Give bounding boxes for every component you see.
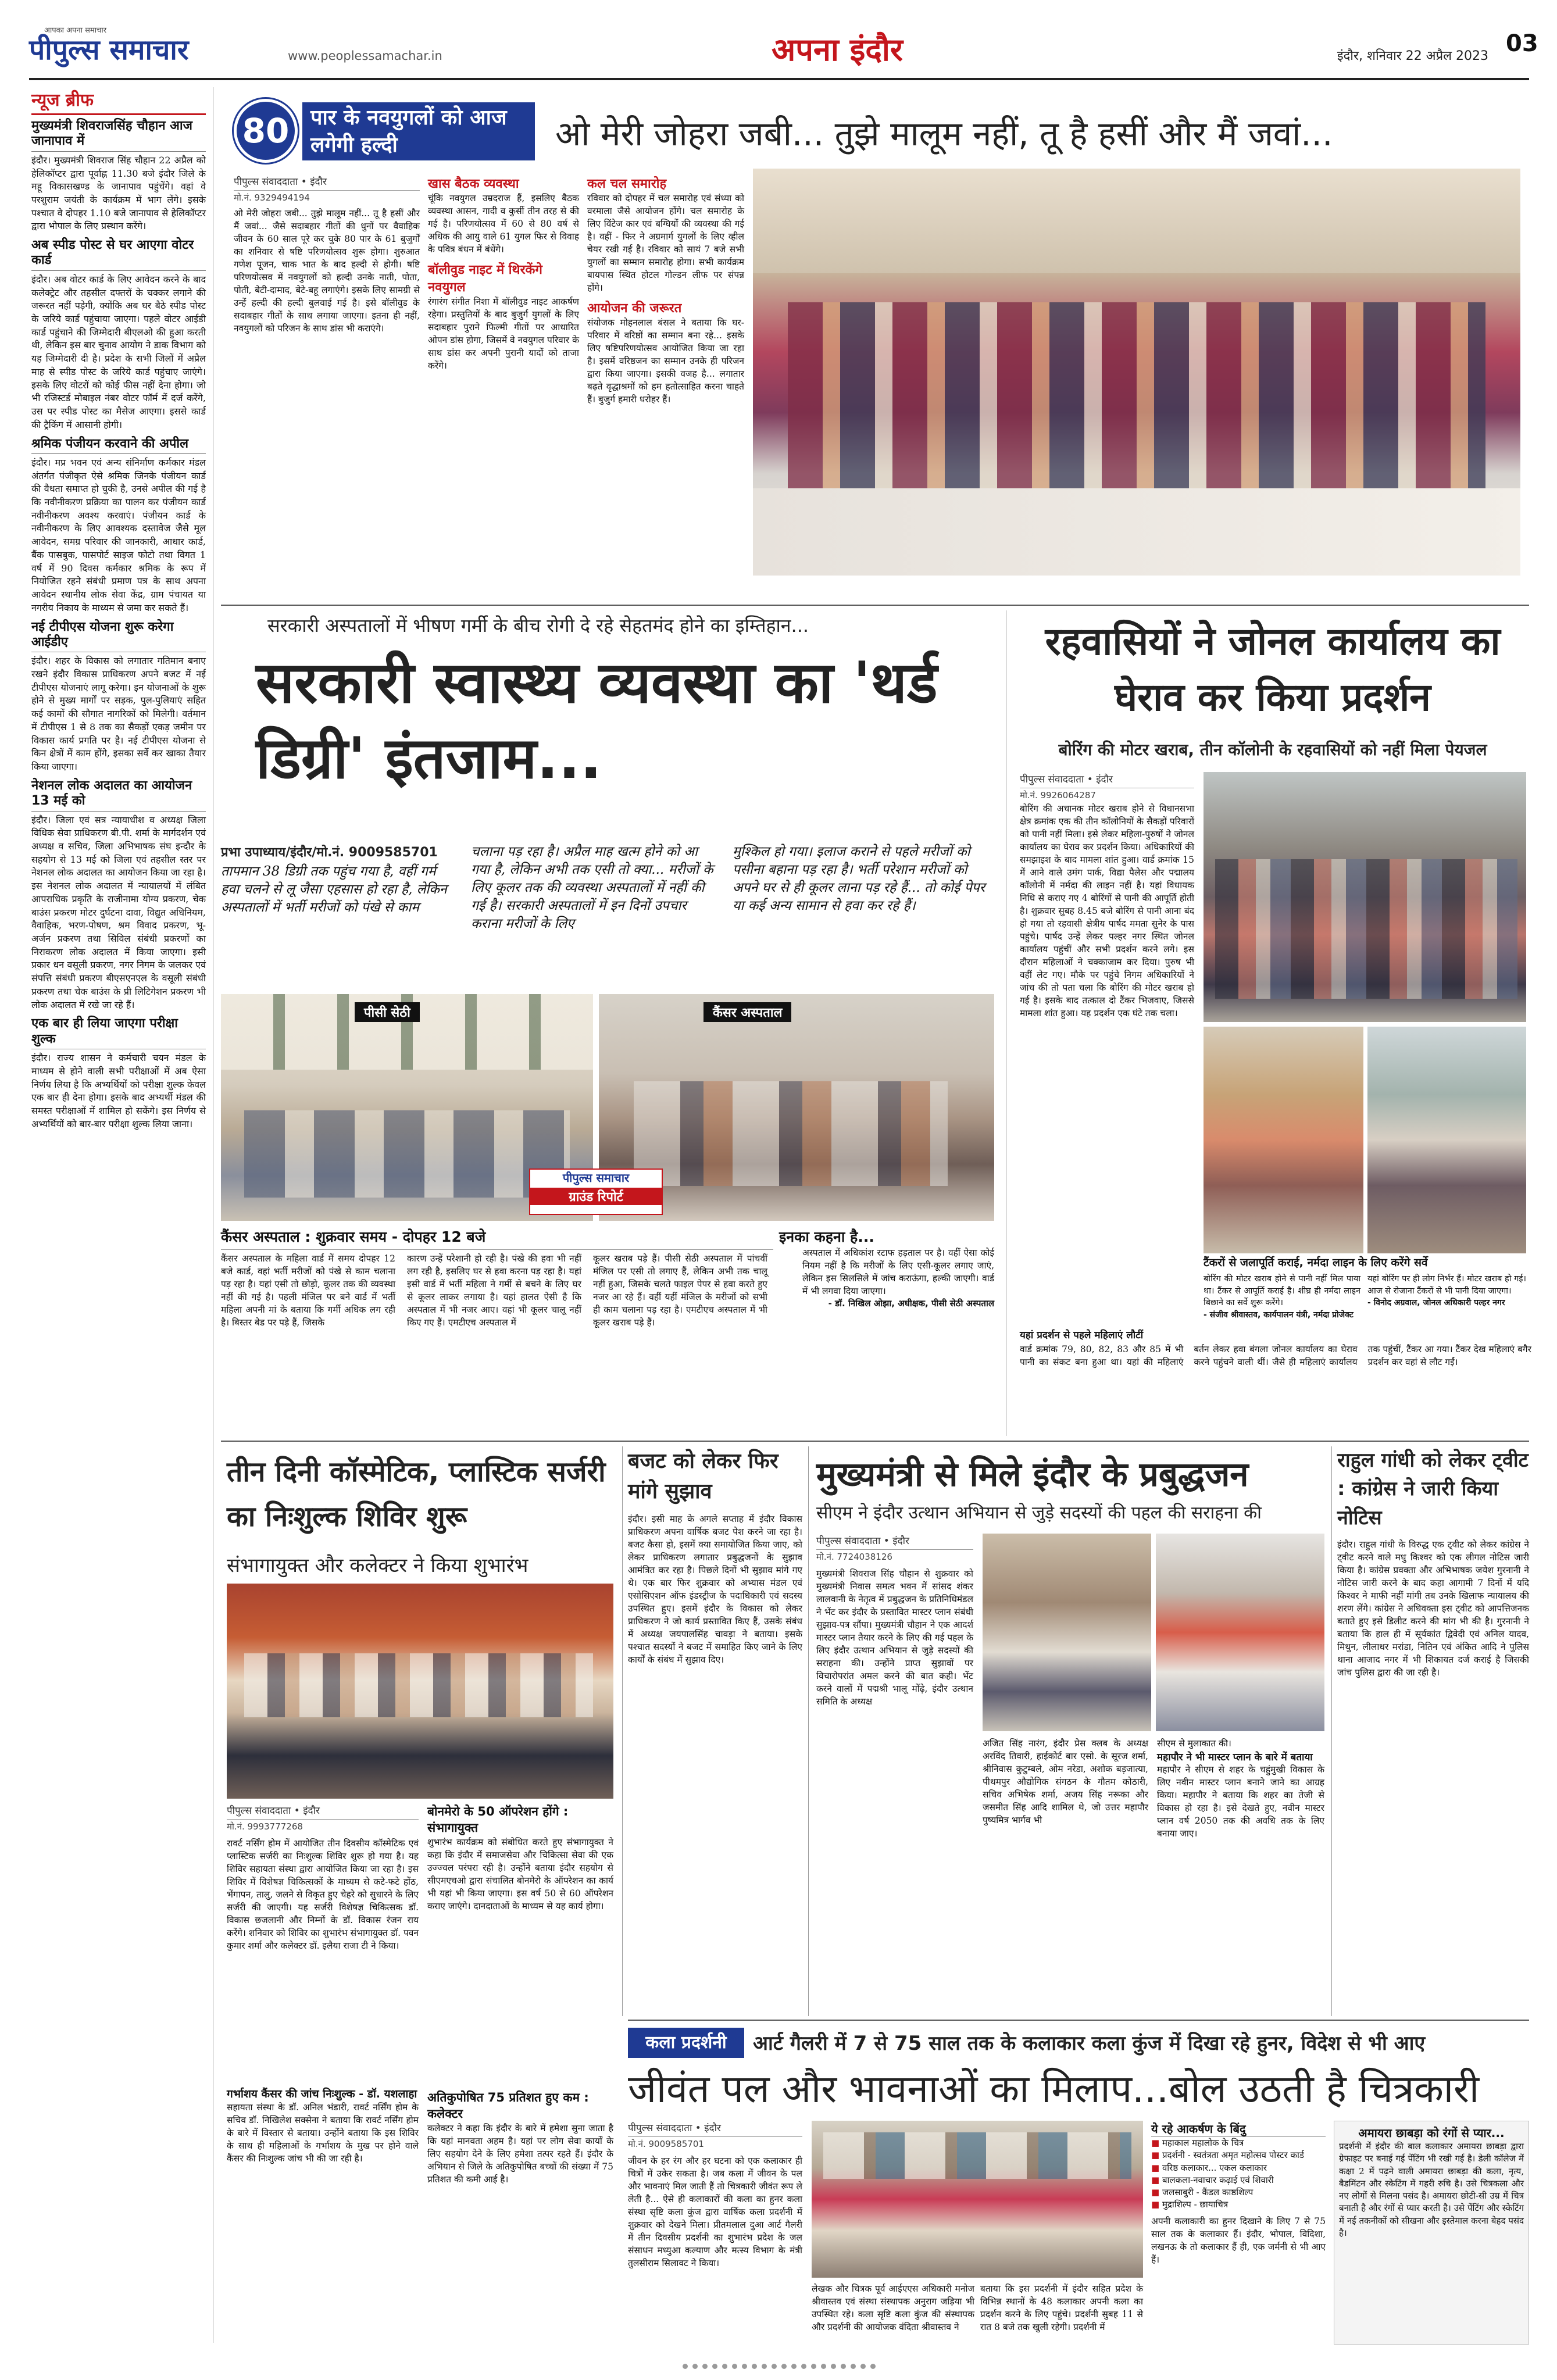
logo <box>29 24 331 73</box>
mobile-number: मो.नं. 9329494194 <box>234 192 310 203</box>
points-head: ये रहे आकर्षण के बिंदु <box>1151 2121 1326 2137</box>
story4-col2-sub-text: कलेक्टर ने कहा कि इंदौर के बारे में हमेशा सुना जाता है कि यहां मानवता अहम है। यहां पर लोग सेवा कार्यों के लिए सहयोग देने के लिए हमेशा तत्पर रहते हैं। इंदौर के अभियान से जिले के अतिकुपोषित बच्चों की संख्या में 75 प्रतिशत की कमी आई है। <box>427 2123 613 2185</box>
story6-col3: सीएम से मुलाकात की। <box>1157 1738 1231 1749</box>
story-art-exhibition <box>628 2023 1529 2346</box>
byline: पीपुल्स संवाददाता • इंदौर <box>234 174 420 191</box>
story3-headline: रहवासियों ने जोनल कार्यालय का घेराव कर किया प्रदर्शन <box>1045 619 1501 720</box>
news-brief-column <box>31 87 206 2343</box>
story8-body3: बताया कि इस प्रदर्शनी में इंदौर सहित प्रदेश के विभिन्न स्थानों के 48 कलाकार अपनी कला का प्रदर्शन करने के लिए पहुंचे। प्रदर्शनी सुबह 11 से रात 8 बजे तक खुली रहेगी। प्रदर्शनी में <box>980 2283 1143 2332</box>
brief-headline: अब स्पीड पोस्ट से घर आएगा वोटर कार्ड <box>31 238 206 271</box>
dateline: इंदौर, शनिवार 22 अप्रैल 2023 <box>1337 49 1488 63</box>
story7-headline: राहुल गांधी को लेकर ट्वीट : कांग्रेस ने जारी किया नोटिस <box>1337 1449 1529 1530</box>
story4-col2-head: बोनमेरो के 50 ऑपरेशन होंगे : संभागायुक्त <box>427 1804 569 1835</box>
points-list <box>1151 2137 1326 2211</box>
story-budget <box>628 1446 802 2016</box>
cm-photo-2 <box>1156 1534 1324 1731</box>
story2-lead2: चलाना पड़ रहा है। अप्रैल माह खत्म होने को आ गया है, लेकिन अभी तक एसी तो क्या... मरीजों के लिए कूलर तक की व्यवस्था अस्पतालों में नहीं की गई है। सरकारी अस्पतालों में इन दिनों उपचार कराना मरीजों के लिए <box>471 844 713 932</box>
protest-photo-2 <box>1204 1027 1363 1253</box>
story6-sub: महापौर ने भी मास्टर प्लान के बारे में बताया <box>1157 1752 1313 1763</box>
registration-marks <box>35 2360 1523 2372</box>
story8-body: जीवन के हर रंग और हर घटना को एक कलाकार ही चित्रों में उकेर सकता है। जब कला में जीवन के पल और भावनाएं मिल जाती हैं तो चित्रकारी जीवंत रूप ले लेती है... ऐसे ही कलाकारों की कला का हुनर कला संस्था सृष्टि कला कुंज द्वारा वार्षिक कला प्रदर्शनी में शुक्रवार को देखने मिला। प्रीतमलाल दुआ आर्ट गैलरी में तीन दिवसीय प्रदर्शनी का शुभारंभ प्रदेश के जल संसाधन मध्युआ कल्याण और मत्स्य विभाग के मंत्री तुलसीराम सिलावट ने किया। <box>628 2156 802 2268</box>
story4-col2-text: शुभारंभ कार्यक्रम को संबोधित करते हुए संभागायुक्त ने कहा कि इंदौर में समाजसेवा और चिकित्सा सेवा की एक उज्ज्वल परंपरा रही है। उन्होंने बताया इंदौर सहयोग से सीएमएचओ द्वारा संचालित बोनमेरो के ऑपरेशन का कार्य भी यहां भी किया जाएगा। इस वर्ष 50 से 60 ऑपरेशन कराए जाएंगे। दानदाताओं के माध्यम से यह कार्य होगा। <box>427 1837 613 1911</box>
brief-text: इंदौर। जिला एवं सत्र न्यायाधीश व अध्यक्ष जिला विधिक सेवा प्राधिकरण बी.पी. शर्मा के मार्गदर्शन एवं अध्यक्ष व सचिव, जिला अभिभाषक संघ इन्दौर के सहयोग से 13 मई को जिला एवं तहसील स्तर पर नेशनल लोक अदालत का आयोजन किया जा रहा है। इस नेशनल लोक अदालत में न्यायालयों में लंबित आपराधिक प्रकृति के राजीनामा योग्य प्रकरण, चेक बाउंस प्रकरण मोटर दुर्घटना दावा, विद्युत अधिनियम, वैवाहिक, भरण-पोषण, श्रम विवाद प्रकरण, भू-अर्जन प्रकरण तथा सिविल संबंधी प्रकरणों का निराकरण लोक अदालत में किया जाएगा। इसी प्रकार धन वसूली प्रकरण, नगर निगम के जलकर एवं संपत्ति संबंधी प्रकरण बीएसएनएल के वसूली संबंधी प्रकरण तथा चेक बाउंस के प्री लिटिगेशन प्रकरण भी लोक अदालत में रखे जा रहे हैं। <box>31 814 206 1010</box>
ground-report-stamp <box>529 1168 663 1215</box>
brief-text: इंदौर। शहर के विकास को लगातार गतिमान बनाए रखने इंदौर विकास प्राधिकरण अपने बजट में नई टीपीएस योजनाएं लागू करेगा। इन योजनाओं के शुरू होने से मुख्य मार्गों पर सड़क, पुल-पुलियाएं सहित कई कामों की सौगात नागरिकों को मिलेगी। वर्तमान में टीपीएस 1 से 8 तक का सैकड़ों एकड़ जमीन पर विकास कार्य प्रगति पर है। नई टीपीएस योजना से किन क्षेत्रों में काम होंगे, इसका सर्वे कर खाका तैयार किया जाएगा। <box>31 655 206 773</box>
story2-byline: प्रभा उपाध्याय/इंदौर/मो.नं. 9009585701 <box>221 845 438 860</box>
brief-headline: श्रमिक पंजीयन करवाने की अपील <box>31 437 206 454</box>
camp-photo <box>227 1584 613 1799</box>
story6-subhead: सीएम ने इंदौर उत्थान अभियान से जुड़े सदस्यों की पहल की सराहना की <box>816 1503 1262 1523</box>
stamp-title: ग्राउंड रिपोर्ट <box>530 1188 662 1205</box>
story1-body: ओ मेरी जोहरा जबी... तुझे मालूम नहीं... तू है हसीं और मैं जवां... जैसे सदाबहार गीतों की धुनों पर वैवाहिक जीवन के 60 साल पूरे कर चुके 80 पार के 61 बुजुर्गों का शनिवार से षष्टि परिणयोत्सव शुरू होगा। शुरुआत गणेश पूजन, चाक भात के बाद हल्दी से होगी। षष्टि परिणयोत्सव में नवयुगलों को हल्दी उनके नाती, पोता, पोती, बेटी-दामाद, बेटे-बहू लगाएंगे। इसके लिए सामग्री से उन्हें हल्दी की हल्दी बुलवाई गई है। इसे बॉलीवुड के सदाबहार गीतों के साथ लगाया जाएगा। इतना ही नहीं, नवयुगलों को परिजन के साथ डांस भी कराएंगे। <box>234 208 420 334</box>
column-divider <box>808 1446 809 2016</box>
story3-body2: वार्ड क्रमांक 79, 80, 82, 83 और 85 में भी पानी का संकट बना हुआ था। यहां की महिलाएं बर्तन लेकर हवा बंगला जोनल कार्यालय का घेराव करने पहुंचने वाली थीं। जैसे ही महिलाएं कार्यालय तक पहुंचीं, टैंकर आ गया। टैंकर देख महिलाएं बगैर प्रदर्शन कर वहां से लौट गईं। <box>1020 1344 1531 1367</box>
brief-text: इंदौर। मुख्यमंत्री शिवराज सिंह चौहान 22 अप्रैल को हेलिकॉप्टर द्वारा पूर्वाह्न 11.30 बजे इंदौर जिले के महू विकासखण्ड के जानापाव पहुंचेंगे। वहां वे परशुराम जयंती के कार्यक्रम में भाग लेंगे। इसके पश्चात वे दोपहर 1.10 बजे जानापाव से हेलिकॉप्टर द्वारा भोपाल के लिए प्रस्थान करेंगे। <box>31 154 206 232</box>
byline: पीपुल्स संवाददाता • इंदौर <box>628 2121 802 2137</box>
couples-photo <box>753 169 1520 576</box>
story2-col-head: कैंसर अस्पताल : शुक्रवार समय - दोपहर 12 बजे <box>221 1227 773 1250</box>
story-surgery-camp <box>221 1446 616 2342</box>
point-item: ■ मुद्राशिल्प - छायाचित्र <box>1151 2199 1229 2210</box>
badge-text: पार के नवयुगलों को आज लगेगी हल्दी <box>302 102 535 160</box>
column-divider <box>1331 1446 1332 2016</box>
quote-box <box>779 1227 994 1424</box>
story8-headline: जीवंत पल और भावनाओं का मिलाप...बोल उठती है चित्रकारी <box>628 2067 1480 2111</box>
quote-text: अस्पताल में अधिकांश रटाफ हड़ताल पर है। वहीं ऐसा कोई नियम नहीं है कि मरीजों के लिए एसी-कूलर लगाए जाएं, लेकिन इस सिलसिले में जांच कराऊंगा, हल्की जाएगी। वार्ड में भी लगवा दिया जाएगा। <box>802 1248 994 1296</box>
story4-body: रावर्ट नर्सिंग होम में आयोजित तीन दिवसीय कॉस्मेटिक एवं प्लास्टिक सर्जरी का निःशुल्क शिविर शुरू हो गया है। यह शिविर सहायता संस्था द्वारा आयोजित किया जा रहा है। इस शिविर में विशेषज्ञ चिकित्सकों के माध्यम से कटे-फटे होंठ, भेंगापन, तालु, जलने से विकृत हुए चेहरे को सुधारने के लिए सर्जरी की जाएगी। यह सर्जरी विशेषज्ञ चिकित्सक डॉ. विकास छजलानी और निम्नों के डॉ. विकास रंजन राय करेंगे। शनिवार को शिविर का शुभारंभ संभागायुक्त डॉ. पवन कुमार शर्मा और कलेक्टर डॉ. इलैया राजा टी ने किया। <box>227 1838 419 1951</box>
story6-col2: अजित सिंह नारंग, इंदौर प्रेस क्लब के अध्यक्ष अरविंद तिवारी, हाईकोर्ट बार एसो. के सूरज शर्मा, श्रीनिवास कुटुम्बले, ओम नरेडा, अशोक बड़जात्या, पीथमपुर औद्योगिक संगठन के गौतम कोठारी, सचिव अभिषेक शर्मा, अजय सिंह नरूका और जसमीत सिंह आदि शामिल थे, जो उत्तर महापौर पुष्यमित्र भार्गव भी <box>983 1738 1148 1825</box>
quote-text: बोरिंग की मोटर खराब होने से पानी नहीं मिल पाया था। टैंकर से आपूर्ति कराई है। शीघ्र ही नर्मदा लाइन बिछाने का सर्वे शुरू करेंगे। <box>1204 1274 1360 1308</box>
section-rule <box>221 1441 1529 1442</box>
story6-headline: मुख्यमंत्री से मिले इंदौर के प्रबुद्धजन <box>816 1455 1249 1494</box>
story7-body: इंदौर। राहुल गांधी के विरुद्ध एक ट्वीट को लेकर कांग्रेस ने ट्वीट करने वाले मधु किश्वर को एक लीगल नोटिस जारी किया है। कांग्रेस प्रवक्ता और अभिभाषक जयेश गुरनानी ने नोटिस जारी करने के बाद कहा आगामी 7 दिनों में यदि किश्वर ने माफी नहीं मांगी तब उनके खिलाफ न्यायालय की शरण लेंगे। कांग्रेस ने अधिवक्ता इस ट्वीट को आपत्तिजनक बताते हुए इसे डिलीट करने की मांग भी की है। गुरनानी ने बताया कि हाल ही में सूर्यकांत द्विवेदी एवं अनिल यादव, मिथुन, लीलाधर मरांडा, नितिन एवं अंकित आदि ने पुलिस थाना आजाद नगर में भी शिकायत दर्ज कराई है जिसकी जांच पुलिस द्वारा की जा रही है। <box>1337 1539 1529 1678</box>
logo-text: पीपुल्स समाचार <box>29 34 189 66</box>
brief-item <box>31 119 206 233</box>
quote-name: - डॉ. निखिल ओझा, अधीक्षक, पीसी सेठी अस्पताल <box>828 1298 994 1309</box>
cm-photo-1 <box>983 1534 1151 1731</box>
logo-tagline: आपका अपना समाचार <box>44 26 107 35</box>
section-rule <box>628 2020 1529 2021</box>
page-number: 03 <box>1506 30 1538 57</box>
section-title: अपना इंदौर <box>772 31 903 68</box>
brief-headline: मुख्यमंत्री शिवराजसिंह चौहान आज जानापाव में <box>31 119 206 152</box>
brief-text: इंदौर। मप्र भवन एवं अन्य संनिर्माण कर्मकार मंडल अंतर्गत पंजीकृत ऐसे श्रमिक जिनके पंजीयन कार्ड की वैधता समाप्त हो चुकी है, उनसे अपील की गई है कि नवीनीकरण प्रक्रिया का पालन कर पंजीयन कार्ड नवीनीकरण अवश्य करवाएं। पंजीयन कार्ड के नवीनीकरण के लिए आवश्यक दस्तावेज जैसे मूल आवेदन, समग्र परिवार की जानकारी, आधार कार्ड, बैंक पासबुक, पासपोर्ट साइज फोटो तथा विगत 1 वर्ष में 90 दिवस कर्मकार श्रमिक के रूप में नियोजित रहने संबंधी प्रमाण पत्र के साथ अपना आवेदन स्थानीय लोक सेवा केंद्र, ग्राम पंचायत या नगरीय निकाय के माध्यम से जमा कर सकते हैं। <box>31 456 206 613</box>
brief-item <box>31 778 206 1012</box>
story1-sub1-text: चूंकि नवयुगल उम्रदराज हैं, इसलिए बैठक व्यवस्था आसन, गादी व कुर्सी तीन तरह से की गई है। परिणयोत्सव में 60 से 80 वर्ष से अधिक की आयु वाले 61 युगल फिर से विवाह के पवित्र बंधन में बंधेंगे। <box>428 193 579 255</box>
stamp-brand: पीपुल्स समाचार <box>562 1171 630 1185</box>
byline: पीपुल्स संवाददाता • इंदौर <box>816 1534 973 1550</box>
brief-text: इंदौर। राज्य शासन ने कर्मचारी चयन मंडल के माध्यम से होने वाली सभी परीक्षाओं में अब ऐसा निर्णय लिया है कि अभ्यर्थियों को परीक्षा शुल्क केवल एक बार ही देना होगा। इसके बाद अभ्यर्थी मंडल की समस्त परीक्षाओं में शामिल हो सकेंगे। इस निर्णय से अभ्यर्थियों को बार-बार परीक्षा शुल्क लिया जाना। <box>31 1052 206 1130</box>
point-item: ■ प्रदर्शनी - स्वतंत्रता अमृत महोत्सव पोस्टर कार्ड <box>1151 2150 1304 2161</box>
story4-col2-sub: अतिकुपोषित 75 प्रतिशत हुए कम : कलेक्टर <box>427 2090 589 2121</box>
box-text: प्रदर्शनी में इंदौर की बाल कलाकार अमायरा छाबड़ा द्वारा ग्रेफाइट पर बनाई गई पेंटिंग भी रखी गई है। डेली कॉलेज में कक्षा 2 में पढ़ने वाली अमायरा छाबड़ा की कला, नृत्य, बैडमिंटन और स्केटिंग में गहरी रुचि है। उसे चित्रकला और नए लोगों से मिलना पसंद है। अमायरा छोटी-सी उम्र में चित्र बनाती है और रंगों से प्यार करती है। उसे पेंटिंग और स्केटिंग में नई तकनीकों को सीखना और इस्तेमाल करना बेहद पसंद है। <box>1339 2141 1524 2239</box>
story1-sub3: कल चल समारोह <box>587 177 667 191</box>
quote-name: - विनोद अग्रवाल, जोनल अधिकारी पल्हर नगर <box>1367 1298 1505 1308</box>
story3-body: बोरिंग की अचानक मोटर खराब होने से विधानसभा क्षेत्र क्रमांक एक की तीन कॉलोनियों के सैकड़ों परिवारों को पानी नहीं मिला। इसे लेकर महिला-पुरुषों ने जोनल कार्यालय का घेराव कर प्रदर्शन किया। अधिकारियों की समझाइश के बाद मामला शांत हुआ। वार्ड क्रमांक 15 में आने वाले उमंग पार्क, विद्या पैलेस और पद्मालय कॉलोनी में नर्मदा की लाइन नहीं है। यहां विधायक निधि से कराए गए 4 बोरिंगों से पानी की आपूर्ति होती है। शुक्रवार सुबह 8.45 बजे बोरिंग से पानी आना बंद हो गया तो रहवासी क्षेत्रीय पार्षद ममता सुनेर के पास पहुंचे। पार्षद उन्हें लेकर पल्हर नगर स्थित जोनल कार्यालय पहुंचीं और सभी प्रदर्शन करने लगे। इस दौरान महिलाओं ने चक्काजाम कर दिया। पुरुष भी वहीं लेट गए। मौके पर पहुंचे निगम अधिकारियों ने जांच की तो पता चला कि बोरिंग की मोटर खराब हो गई है। इसके बाद तत्काल दो टैंकर भिजवाए, जिससे मामला शांत हुआ। यह प्रदर्शन एक घंटे तक चला। <box>1020 803 1194 1019</box>
story1-sub3-text: रविवार को दोपहर में चल समारोह एवं संध्या को वरमाला जैसे आयोजन होंगे। चल समारोह के लिए विंटेज कार एवं बग्घियों की व्यवस्था की गई है। वहीं - फिर ने अग्रमार्ग युगलों के लिए व्हील चेयर रखी गई है। रविवार को सायं 7 बजे सभी युगलों का सम्मान समारोह होगा। सभी कार्यक्रम बायपास स्थित होटल गोल्डन लीफ पर संपन्न होंगे। <box>587 193 744 293</box>
section-rule <box>221 605 1529 606</box>
story1-sub2: बॉलीवुड नाइट में थिरकेंगे नवयुगल <box>428 263 542 295</box>
quote-text: यहां बोरिंग पर ही लोग निर्भर हैं। मोटर खराब हो गई। आज से रोजाना टैंकरों से भी पानी दिया जाएगा। <box>1367 1274 1526 1296</box>
story2-lead1: तापमान 38 डिग्री तक पहुंच गया है, वहीं गर्म हवा चलने से लू जैसा एहसास हो रहा है, लेकिन अस्पतालों में भर्ती मरीजों को पंखे से काम <box>221 864 447 916</box>
story1-sub4: आयोजन की जरूरत <box>587 301 682 316</box>
photo-label: कैंसर अस्पताल <box>703 1002 791 1022</box>
quote-name: - संजीव श्रीवास्तव, कार्यपालन यंत्री, नर्मदा प्रोजेक्ट <box>1204 1310 1354 1320</box>
byline: पीपुल्स संवाददाता • इंदौर <box>1020 772 1194 788</box>
story2-col3: कूलर खराब पड़े हैं। पीसी सेठी अस्पताल में पांचवीं मंजिल पर एसी तो लगाए हैं, लेकिन अभी तक चालू नहीं हुआ, जिसके चलते फाइल पेपर से हवा करते हुए नजर आ रहे हैं। वहीं यहीं मंजिल के मरीजों को सभी ही काम चलाना पड़ रहा है। एमटीएच अस्पताल में भी कूलर खराब पड़े हैं। <box>593 1253 767 1328</box>
story8-tag: कला प्रदर्शनी <box>628 2028 744 2058</box>
brief-item <box>31 620 206 774</box>
story2-col1: कैंसर अस्पताल के महिला वार्ड में समय दोपहर 12 बजे कार्ड, वहां भर्ती मरीजों को पंखे से काम चलाना पड़ रहा है। यहां एसी तो छोड़ो, कूलर तक की व्यवस्था नहीं की गई है। पहली मंजिल पर बने वार्ड में भर्ती महिला अपनी मां के बताया कि गर्मी अधिक लग रही है। बिस्तर बेड पर पड़े हैं, जिसके <box>221 1253 395 1328</box>
story6-col3-text: महापौर ने सीएम से शहर के चहुंमुखी विकास के लिए नवीन मास्टर प्लान बनाने जाने का आग्रह किया। महापौर ने बताया कि शहर का तेजी से विकास हो रहा है। इसे देखते हुए, नवीन मास्टर प्लान वर्ष 2050 तक की अवधि तक के लिए बनाया जाए। <box>1157 1764 1324 1839</box>
story2-headline: सरकारी स्वास्थ्य व्यवस्था का 'थर्ड डिग्री' इंतजाम... <box>256 650 938 792</box>
story1-sub2-text: रंगारंग संगीत निशा में बॉलीवुड नाइट आकर्षण रहेगा। प्रस्तुतियों के बाद बुजुर्ग युगलों के लिए सदाबहार पुराने फिल्मी गीतों पर आधारित ओपन डांस होगा, जिसमें वे नवयुगल परिवार के साथ डांस कर अपनी पुरानी यादों को ताजा करेंगे। <box>428 296 579 371</box>
story-couples <box>221 87 1529 599</box>
mobile-number: मो.नं. 9926064287 <box>1020 790 1096 801</box>
point-item: ■ जलसाबुरी - कैंडल काष्ठशिल्प <box>1151 2187 1254 2198</box>
story-cm-meeting <box>814 1446 1326 2016</box>
brief-item <box>31 238 206 431</box>
site-url[interactable]: www.peoplessamachar.in <box>288 49 442 63</box>
amaira-box <box>1334 2121 1529 2345</box>
box-head: अमायरा छाबड़ा को रंगों से प्यार... <box>1358 2126 1505 2140</box>
masthead <box>29 23 1538 76</box>
brief-text: इंदौर। अब वोटर कार्ड के लिए आवेदन करने के बाद कलेक्ट्रेट और तहसील दफ्तरों के चक्कर लगाने की जरूरत नहीं पड़ेगी, क्योंकि अब घर बैठे स्पीड पोस्ट के जरिये कार्ड पहुंचाया जाएगा। पहले वोटर आईडी कार्ड पहुंचाने की जिम्मेदारी बीएलओ की हुआ करती थी, लेकिन इस बार चुनाव आयोग ने डाक विभाग को यह जिम्मेदारी दी है। प्रदेश के सभी जिलों में अप्रैल माह से स्पीड पोस्ट के जरिये कार्ड पहुंचाए जाएंगे। इसके लिए वोटरों को कोई फीस नहीं देना होगा। जो भी रजिस्टर्ड मोबाइल नंबर वोटर फॉर्म में दर्ज करेंगे, उस पर स्पीड पोस्ट का मैसेज आएगा। इससे कार्ड की ट्रैकिंग में आसानी होगी। <box>31 273 206 430</box>
brief-item <box>31 1016 206 1131</box>
story1-sub1: खास बैठक व्यवस्था <box>428 177 519 191</box>
protest-photo-3 <box>1367 1027 1526 1253</box>
mobile-number: मो.नं. 9993777268 <box>227 1821 303 1832</box>
story4-subhead: संभागायुक्त और कलेक्टर ने किया शुभारंभ <box>227 1554 528 1577</box>
masthead-rule <box>29 78 1529 80</box>
story3-subhead: बोरिंग की मोटर खराब, तीन कॉलोनी के रहवासियों को नहीं मिला पेयजल <box>1058 740 1487 759</box>
story1-sub4-text: संयोजक मोहनलाल बंसल ने बताया कि घर-परिवार में वरिष्ठों का सम्मान बना रहे... इसके लिए षष्टिपरिणयोत्सव आयोजित किया जा रहा है। इसमें वरिष्ठजन का सम्मान उनके ही परिजन द्वारा किया जाएगा। इसकी वजह है... लगातार बढ़ते वृद्धाश्रमों को हम हतोत्साहित करना चाहते हैं। बुजुर्ग हमारी धरोहर हैं। <box>587 317 744 405</box>
brief-item <box>31 437 206 615</box>
mobile-number: मो.नं. 9009585701 <box>628 2139 704 2149</box>
byline: पीपुल्स संवाददाता • इंदौर <box>227 1803 419 1820</box>
story1-headline: ओ मेरी जोहरा जबी... तुझे मालूम नहीं, तू है हसीं और मैं जवां... <box>555 114 1333 153</box>
story4-sub1: गर्भाशय कैंसर की जांच निःशुल्क - डॉ. यशलाहा <box>227 2088 417 2100</box>
point-item: ■ बालकला-नवाचार कढ़ाई एवं शिवारी <box>1151 2174 1274 2185</box>
brief-headline: नेशनल लोक अदालत का आयोजन 13 मई को <box>31 778 206 812</box>
story2-kicker: सरकारी अस्पतालों में भीषण गर्मी के बीच रोगी दे रहे सेहतमंद होने का इम्तिहान... <box>267 614 809 637</box>
brief-headline: नई टीपीएस योजना शुरू करेगा आईडीए <box>31 620 206 653</box>
brief-headline: एक बार ही लिया जाएगा परीक्षा शुल्क <box>31 1016 206 1049</box>
quote-box <box>1367 1273 1526 1341</box>
story8-body2: लेखक और चित्रक पूर्व आईएएस अधिकारी मनोज श्रीवास्तव एवं संस्था संस्थापक अनुराग जड़िया भी उपस्थित रहे। कला सृष्टि कला कुंज की संस्थापक और प्रदर्शनी की आयोजक वंदिता श्रीवास्तव ने <box>812 2283 974 2332</box>
exhibition-photo <box>812 2121 1143 2278</box>
quote-box <box>1204 1273 1360 1341</box>
story2-col2: कारण उन्हें परेशानी हो रही है। पंखे की हवा भी नहीं लग रही है, इसलिए घर से हवा करना पड़ रहा है। यहां इसी वार्ड में भर्ती महिला ने गर्मी से बचने के लिए घर से कूलर लाकर लगाया है। यहां हालत ऐसी है कि अस्पताल में भी नजर आए। वहां भी कूलर चालू नहीं किए गए हैं। एमटीएच अस्पताल में <box>407 1253 581 1328</box>
story3-body2-head: यहां प्रदर्शन से पहले महिलाएं लौटीं <box>1020 1330 1144 1341</box>
photo-label: पीसी सेठी <box>355 1002 420 1022</box>
quote-head: इनका कहना है... <box>779 1228 874 1245</box>
story-hospital <box>221 610 1000 1436</box>
story8-kicker: आर्ट गैलरी में 7 से 75 साल तक के कलाकार कला कुंज में दिखा रहे हुनर, विदेश से भी आए <box>753 2032 1426 2055</box>
story-protest <box>1012 610 1529 1436</box>
story6-col1: मुख्यमंत्री शिवराज सिंह चौहान से शुक्रवार को मुख्यमंत्री निवास समत्व भवन में सांसद शंकर लालवानी के नेतृत्व में प्रबुद्धजन के प्रतिनिधिमंडल ने भेंट कर इंदौर के प्रस्तावित मास्टर प्लान संबंधी सुझाव-पत्र सौंपा। मुख्यमंत्री चौहान ने एक आदर्श मास्टर प्लान तैयार करने के लिए की गई पहल के लिए इंदौर उत्थान अभियान से जुड़े सदस्यों की सराहना की। उन्होंने प्राप्त सुझावों पर विचारोपरांत अमल करने की बात कही। भेंट करने वालों में पद्मश्री भालू मोंढ़े, इंदौर उत्थान समिति के अध्यक्ष <box>816 1568 973 1707</box>
attraction-points <box>1151 2121 1326 2345</box>
point-item: ■ वरिष्ठ कलाकार... एकल कलाकार <box>1151 2162 1267 2173</box>
story5-body: इंदौर। इसी माह के अगले सप्ताह में इंदौर विकास प्राधिकरण अपना वार्षिक बजट पेश करने जा रहा है। बजट कैसा हो, इसमें क्या समायोजित किया जाए, को लेकर प्राधिकरण लगातार प्रबुद्धजनों के सुझाव आमंत्रित कर रहा है। पिछले दिनों भी सुझाव मांगे गए थे। एक बार फिर शुक्रवार को अभ्यास मंडल एवं एसोसिएशन ऑफ इंडस्ट्रीज के पदाधिकारी एवं सदस्य उपस्थित हुए। इसमें इंदौर के विकास को लेकर प्राधिकरण ने जो कार्य प्रस्तावित किए हैं, उसके संबंध में अध्यक्ष जयपालसिंह चावड़ा ने बताया। इसके पश्चात सदस्यों ने बजट में समाहित किए जाने के लिए कार्यों के संबंध में सुझाव दिए। <box>628 1514 802 1666</box>
protest-photo-1 <box>1204 772 1526 1022</box>
badge-number: 80 <box>242 111 290 151</box>
badge-80 <box>234 99 298 163</box>
column-divider <box>622 1446 623 2016</box>
story5-headline: बजट को लेकर फिर मांगे सुझाव <box>628 1449 779 1504</box>
photo-caption: टैंकरों से जलापूर्ति कराई, नर्मदा लाइन के लिए करेंगे सर्वे <box>1204 1256 1428 1269</box>
story-rahul-tweet <box>1337 1446 1529 2016</box>
point-item: ■ महाकाल महालोक के चित्र <box>1151 2138 1244 2148</box>
story2-lead3: मुश्किल हो गया। इलाज कराने से पहले मरीजों को पसीना बहाना पड़ रहा है। भर्ती परेशान मरीजों को अपने घर से ही कूलर लाना पड़ रहे हैं... तो कोई पेपर या कई अन्य सामान से हवा कर रहे हैं। <box>733 844 985 914</box>
news-brief-label: न्यूज ब्रीफ <box>31 87 206 115</box>
points-tail: अपनी कलाकारी का हुनर दिखाने के लिए 7 से 75 साल तक के कलाकार हैं। इंदौर, भोपाल, विदिशा, लखनऊ के तो कलाकार हैं ही, एक जर्मनी से भी आए हैं। <box>1151 2215 1326 2265</box>
story4-sub1-text: सहायता संस्था के डॉ. अनिल भंडारी, रावर्ट नर्सिंग होम के सचिव डॉ. निखिलेश सक्सेना ने बताया कि रावर्ट नर्सिंग होम के बारे में विस्तार से बताया। उन्होंने बताया कि इस शिविर के साथ ही महिलाओं के गर्भाशय के मुख पर होने वाले कैंसर की निःशुल्क जांच भी की जा रही है। <box>227 2102 419 2164</box>
story4-headline: तीन दिनी कॉस्मेटिक, प्लास्टिक सर्जरी का निःशुल्क शिविर शुरू <box>227 1456 606 1533</box>
mobile-number: मो.नं. 7724038126 <box>816 1552 892 1562</box>
